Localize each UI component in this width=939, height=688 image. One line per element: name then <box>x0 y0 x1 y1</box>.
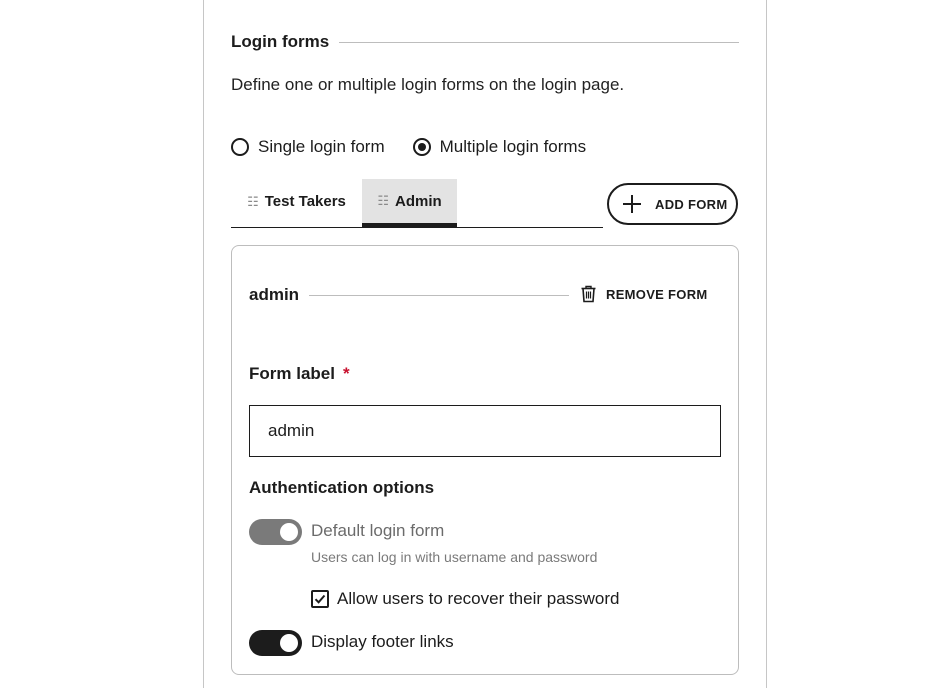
drag-handle-icon[interactable]: ☷ <box>247 193 258 209</box>
toggle-knob <box>280 523 298 541</box>
form-label-heading <box>249 364 350 384</box>
recover-password-label: Allow users to recover their password <box>337 589 620 608</box>
form-card-divider <box>309 295 569 296</box>
authentication-options-heading: Authentication options <box>249 478 435 497</box>
remove-form-button[interactable] <box>580 285 708 303</box>
radio-checked-icon[interactable] <box>413 138 431 156</box>
multiple-login-forms-radio[interactable] <box>413 137 586 157</box>
tab-admin[interactable] <box>362 179 457 227</box>
default-login-form-label: Default login form <box>311 521 445 540</box>
single-login-form-radio[interactable] <box>231 137 385 157</box>
form-card-title: admin <box>249 285 300 304</box>
default-login-form-description: Users can log in with username and password <box>311 549 598 565</box>
login-mode-radio-group <box>231 137 614 157</box>
default-login-form-toggle[interactable] <box>249 519 302 545</box>
footer-links-label: Display footer links <box>311 632 454 651</box>
login-forms-section-header <box>231 31 739 53</box>
checkmark-icon <box>313 592 327 606</box>
tab-label: Admin <box>394 192 442 210</box>
add-form-label: ADD FORM <box>655 196 728 212</box>
form-card-header <box>249 284 569 306</box>
login-form-tabs <box>231 179 603 228</box>
radio-label: Single login form <box>258 137 385 156</box>
section-title: Login forms <box>231 32 330 51</box>
radio-unchecked-icon[interactable] <box>231 138 249 156</box>
add-form-button[interactable] <box>607 183 738 225</box>
radio-label: Multiple login forms <box>439 137 587 156</box>
section-description: Define one or multiple login forms on the login page. <box>231 75 625 94</box>
required-marker: * <box>342 364 350 383</box>
section-divider <box>339 42 739 43</box>
tab-label: Test Takers <box>264 193 346 210</box>
footer-links-toggle[interactable] <box>249 630 302 656</box>
recover-password-checkbox[interactable] <box>311 590 329 608</box>
drag-handle-icon[interactable]: ☷ <box>377 193 388 208</box>
form-label-input[interactable] <box>249 405 721 457</box>
form-label-text: Form label <box>249 364 335 383</box>
toggle-knob <box>280 634 298 652</box>
remove-form-label: REMOVE FORM <box>606 286 708 302</box>
plus-icon <box>623 195 641 213</box>
trash-icon <box>580 285 597 303</box>
login-form-card <box>231 245 739 675</box>
tab-test-takers[interactable] <box>231 179 362 224</box>
